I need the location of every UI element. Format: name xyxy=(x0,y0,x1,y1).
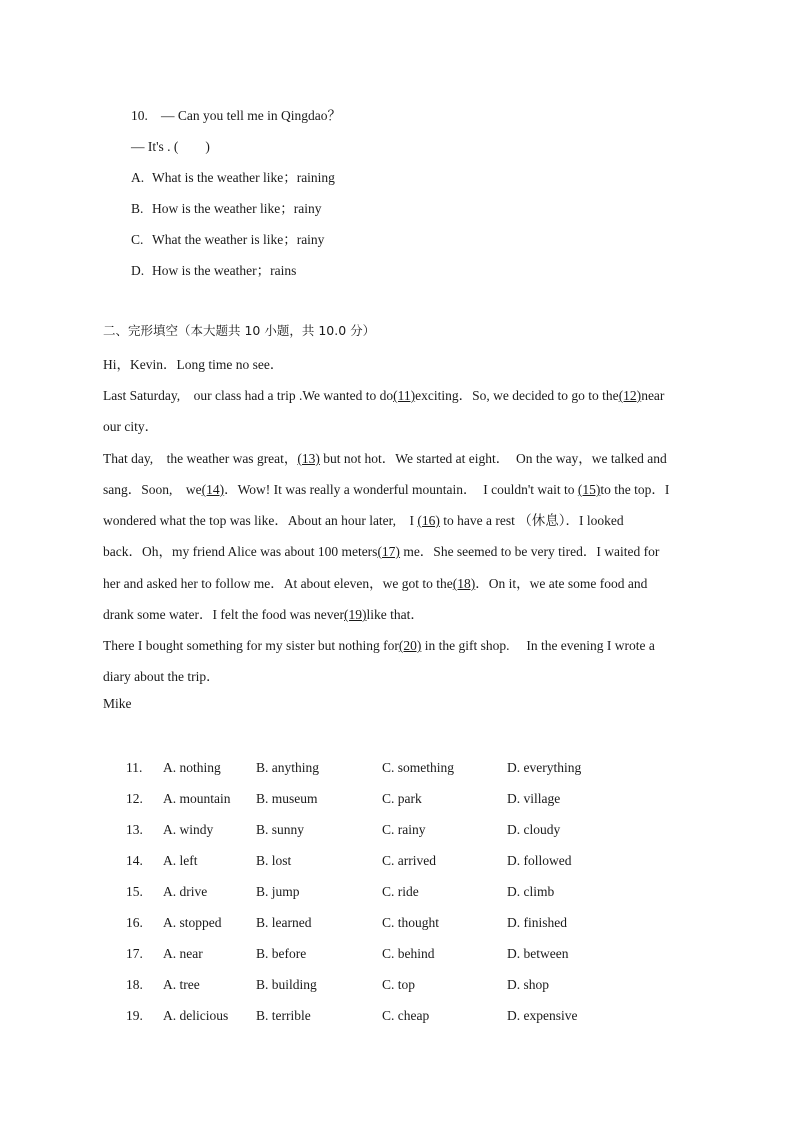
option-text: How is the weather like；rainy xyxy=(152,201,322,216)
choice-b: B. museum xyxy=(256,791,318,806)
option-b xyxy=(131,197,321,217)
passage-text: near xyxy=(641,388,665,403)
passage-line xyxy=(103,509,703,529)
passage-signature: Mike xyxy=(103,696,132,711)
choice-c: C. ride xyxy=(382,884,419,899)
blank-11: (11) xyxy=(393,388,416,403)
choice-b: B. lost xyxy=(256,853,292,868)
option-letter: A. xyxy=(131,170,145,185)
option-a xyxy=(131,166,335,186)
passage-line xyxy=(103,540,703,560)
passage-text: drank some water．I felt the food was never xyxy=(103,607,345,622)
choice-d: D. village xyxy=(507,791,561,806)
choice-c: C. rainy xyxy=(382,822,426,837)
choice-b: B. sunny xyxy=(256,822,305,837)
passage-text: in the gift shop. In the evening I wrote a xyxy=(421,638,655,653)
blank-19: (19) xyxy=(344,607,367,622)
passage-line xyxy=(103,603,703,623)
choice-d: D. shop xyxy=(507,977,550,992)
passage-greeting: Hi，Kevin．Long time no see． xyxy=(103,357,284,372)
question-prompt: — Can you tell me in Qingdao？ xyxy=(161,108,341,123)
passage-text: ．On it，we ate some food and xyxy=(475,576,648,591)
choice-number: 11. xyxy=(126,760,143,775)
passage-text: sang．Soon, we xyxy=(103,482,202,497)
choice-a: A. near xyxy=(163,946,203,961)
choice-number: 14. xyxy=(126,853,143,868)
passage-text: exciting．So, we decided to go to the xyxy=(415,388,619,403)
option-d xyxy=(131,259,296,279)
passage-text: Last Saturday, our class had a trip .We wanted to do xyxy=(103,388,394,403)
passage-line xyxy=(103,478,703,498)
choice-d: D. between xyxy=(507,946,569,961)
choice-a: A. stopped xyxy=(163,915,222,930)
section-title: 二、完形填空（本大题共 10 小题，共 10.0 分） xyxy=(103,323,376,338)
choice-d: D. climb xyxy=(507,884,555,899)
passage-text: There I bought something for my sister but nothing for xyxy=(103,638,399,653)
blank-18: (18) xyxy=(452,576,476,591)
blank-12: (12) xyxy=(618,388,642,403)
choice-c: C. cheap xyxy=(382,1008,430,1023)
choice-d: D. everything xyxy=(507,760,582,775)
choice-number: 12. xyxy=(126,791,143,806)
passage-text: her and asked her to follow me．At about eleven，we got to the xyxy=(103,576,453,591)
passage-text: to have a rest （休息）．I looked xyxy=(439,513,624,528)
choice-c: C. top xyxy=(382,977,416,992)
option-letter: D. xyxy=(131,263,145,278)
passage-text: ．Wow! It was really a wonderful mountain． I couldn't wait to xyxy=(224,482,578,497)
passage-line: our city． xyxy=(103,419,159,434)
passage-line xyxy=(103,572,703,592)
choice-c: C. something xyxy=(382,760,455,775)
choice-a: A. nothing xyxy=(163,760,221,775)
question-number: 10. xyxy=(131,108,148,123)
option-letter: B. xyxy=(131,201,144,216)
passage-line: diary about the trip． xyxy=(103,669,220,684)
choice-number: 16. xyxy=(126,915,143,930)
choice-b: B. before xyxy=(256,946,307,961)
choice-c: C. park xyxy=(382,791,422,806)
blank-16: (16) xyxy=(417,513,440,528)
choice-a: A. left xyxy=(163,853,198,868)
choice-d: D. finished xyxy=(507,915,567,930)
choice-b: B. terrible xyxy=(256,1008,311,1023)
option-text: What is the weather like；raining xyxy=(152,170,335,185)
passage-line xyxy=(103,447,703,467)
choice-a: A. tree xyxy=(163,977,200,992)
choice-d: D. followed xyxy=(507,853,572,868)
passage-line xyxy=(103,384,703,404)
question-10-answer-line: — It's . ( ) xyxy=(131,139,210,154)
choice-b: B. anything xyxy=(256,760,319,775)
choice-d: D. cloudy xyxy=(507,822,561,837)
choice-b: B. jump xyxy=(256,884,300,899)
option-c xyxy=(131,228,324,248)
passage-text: to the top．I xyxy=(600,482,670,497)
option-text: What the weather is like；rainy xyxy=(152,232,325,247)
question-10-prompt-line xyxy=(131,104,341,124)
option-letter: C. xyxy=(131,232,144,247)
passage-text: but not hot．We started at eight． On the way，we talked and xyxy=(319,451,667,466)
choice-c: C. thought xyxy=(382,915,440,930)
passage-line xyxy=(103,634,703,654)
choice-b: B. building xyxy=(256,977,317,992)
choice-number: 17. xyxy=(126,946,143,961)
blank-17: (17) xyxy=(377,544,400,559)
choice-number: 19. xyxy=(126,1008,143,1023)
passage-text: wondered what the top was like．About an hour later, I xyxy=(103,513,418,528)
blank-14: (14) xyxy=(201,482,225,497)
choice-number: 18. xyxy=(126,977,143,992)
passage-text: me．She seemed to be very tired．I waited for xyxy=(399,544,660,559)
passage-text: back．Oh，my friend Alice was about 100 meters xyxy=(103,544,378,559)
choice-a: A. drive xyxy=(163,884,208,899)
option-text: How is the weather；rains xyxy=(152,263,297,278)
choice-number: 15. xyxy=(126,884,143,899)
choice-number: 13. xyxy=(126,822,143,837)
choice-d: D. expensive xyxy=(507,1008,578,1023)
choice-a: A. delicious xyxy=(163,1008,229,1023)
choice-b: B. learned xyxy=(256,915,312,930)
choice-c: C. arrived xyxy=(382,853,436,868)
passage-text: That day, the weather was great， xyxy=(103,451,298,466)
choice-a: A. windy xyxy=(163,822,214,837)
passage-text: like that． xyxy=(366,607,424,622)
choice-a: A. mountain xyxy=(163,791,231,806)
blank-20: (20) xyxy=(398,638,422,653)
blank-13: (13) xyxy=(297,451,320,466)
blank-15: (15) xyxy=(577,482,601,497)
choice-c: C. behind xyxy=(382,946,435,961)
